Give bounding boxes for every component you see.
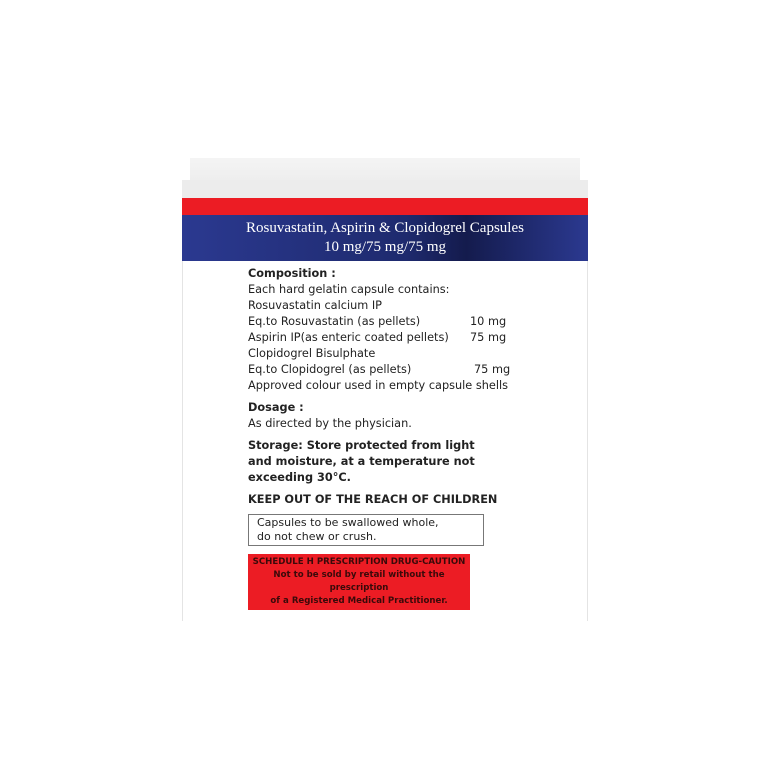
storage-line: and moisture, at a temperature not — [248, 455, 475, 468]
ingredient-dose: 10 mg — [470, 315, 507, 328]
children-warning: KEEP OUT OF THE REACH OF CHILDREN — [248, 493, 498, 506]
product-strength: 10 mg/75 mg/75 mg — [323, 239, 447, 255]
ingredient-row — [248, 330, 548, 346]
composition-heading: Composition : — [248, 267, 336, 280]
storage-line: exceeding 30°C. — [248, 471, 351, 484]
swallow-notice — [248, 514, 484, 546]
caution-heading: SCHEDULE H PRESCRIPTION DRUG-CAUTION — [252, 557, 466, 567]
composition-line: Each hard gelatin capsule contains: — [248, 283, 450, 296]
swallow-line: do not chew or crush. — [257, 530, 377, 543]
product-title-banner — [182, 215, 588, 261]
storage-line: Storage: Store protected from light — [248, 439, 475, 452]
ingredient-row — [248, 314, 548, 330]
dosage-heading: Dosage : — [248, 401, 304, 414]
ingredient-dose: 75 mg — [470, 331, 507, 344]
ingredient-row — [248, 362, 548, 378]
box-top-edge — [182, 180, 588, 199]
schedule-h-caution — [248, 554, 470, 610]
label-content — [248, 266, 548, 610]
dosage-text: As directed by the physician. — [248, 417, 412, 430]
ingredient-name: Eq.to Clopidogrel (as pellets) — [248, 363, 412, 376]
colour-note: Approved colour used in empty capsule shells — [248, 379, 509, 392]
ingredient-name: Aspirin IP(as enteric coated pellets) — [248, 331, 449, 344]
ingredient-name: Eq.to Rosuvastatin (as pellets) — [248, 315, 421, 328]
product-title: Rosuvastatin, Aspirin & Clopidogrel Capsules — [246, 220, 524, 236]
composition-line: Clopidogrel Bisulphate — [248, 347, 376, 360]
caution-line: of a Registered Medical Practitioner. — [270, 596, 448, 606]
red-band — [182, 198, 588, 215]
composition-line: Rosuvastatin calcium IP — [248, 299, 382, 312]
caution-line: Not to be sold by retail without the prescription — [273, 570, 445, 593]
swallow-line: Capsules to be swallowed whole, — [257, 516, 439, 529]
ingredient-dose: 75 mg — [474, 363, 511, 376]
